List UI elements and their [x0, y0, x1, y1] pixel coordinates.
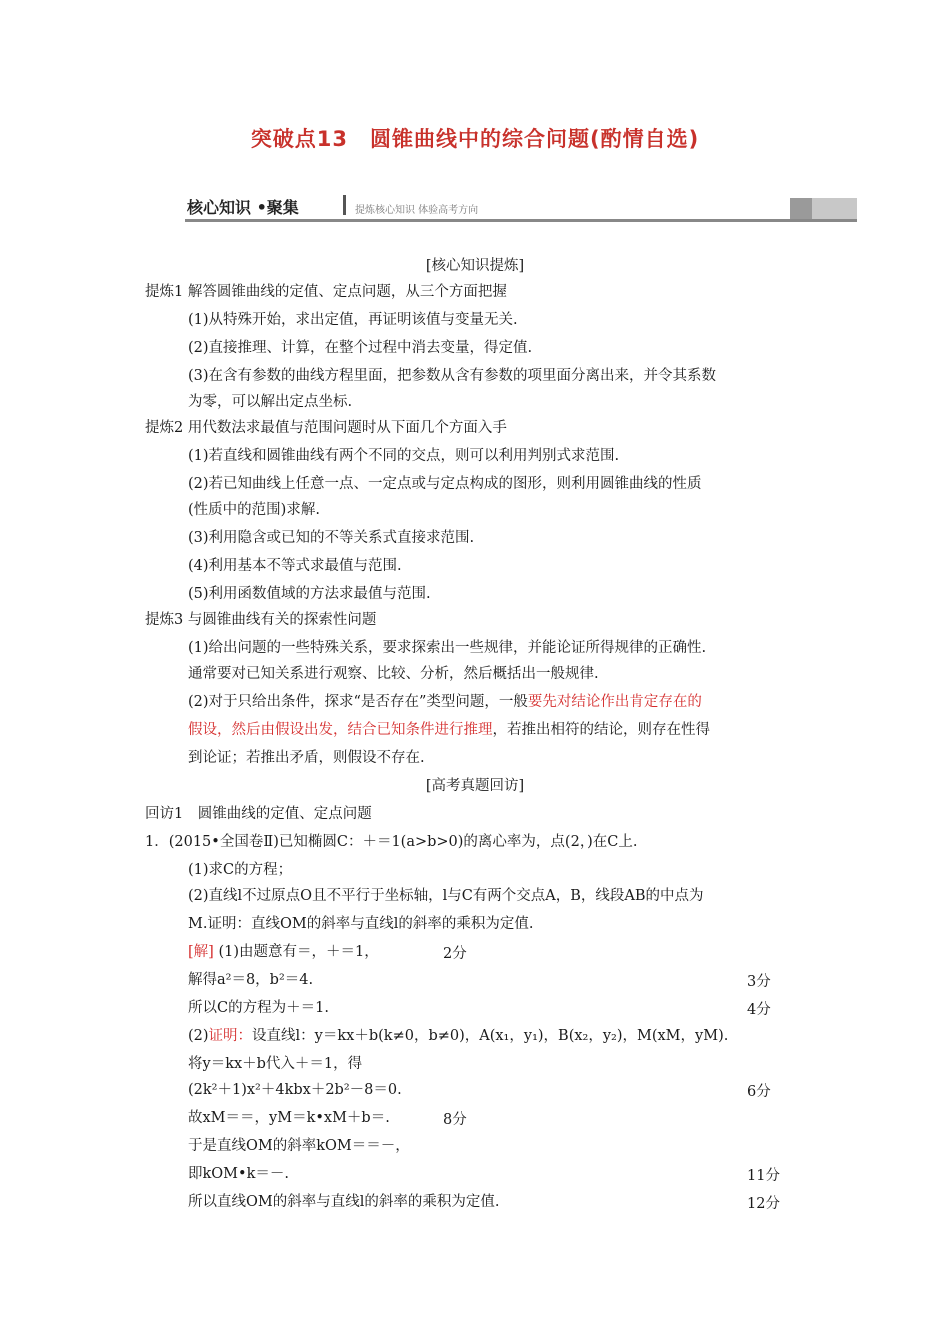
solution-tag: [解] [188, 944, 214, 960]
refine2-item: (4)利用基本不等式求最值与范围. [188, 558, 402, 574]
refine3-item [188, 692, 702, 712]
refine3-item [188, 720, 710, 740]
problem-question: (2)直线l不过原点O且不平行于坐标轴，l与C有两个交点A，B，线段AB的中点为 [188, 888, 704, 904]
refine1-item: 为零，可以解出定点坐标. [188, 394, 353, 410]
refine3-highlight: 要先对结论作出肯定存在的 [527, 694, 702, 710]
solution-line: (2k²＋1)x²＋4kbx＋2b²－8＝0. [188, 1082, 402, 1098]
refine2-item: (5)利用函数值域的方法求最值与范围. [188, 586, 431, 602]
page-title: 突破点13 圆锥曲线中的综合问题(酌情自选) [250, 127, 700, 151]
score-label: 3分 [747, 974, 771, 990]
problem-question: (1)求C的方程； [188, 862, 293, 878]
solution-text: 设直线l：y＝kx＋b(k≠0，b≠0)，A(x₁，y₁)，B(x₂，y₂)，M(xM，yM). [252, 1028, 729, 1044]
refine3-item2-text: ，若推出相符的结论，则存在性得 [492, 722, 710, 738]
refine3-highlight: 假设，然后由假设出发，结合已知条件进行推理 [188, 722, 493, 738]
solution-text: (1)由题意有＝，＋＝1， [218, 944, 379, 960]
refine3-item: 通常要对已知关系进行观察、比较、分析，然后概括出一般规律. [188, 666, 599, 682]
banner-decor-light [812, 198, 857, 219]
refine1-item: (3)在含有参数的曲线方程里面，把参数从含有参数的项里面分离出来，并令其系数 [188, 368, 717, 384]
score-label: 12分 [747, 1196, 780, 1212]
refine2-heading: 提炼2 用代数法求最值与范围问题时从下面几个方面入手 [145, 420, 507, 436]
banner-decor-dark [790, 198, 812, 219]
solution-line: 解得a²＝8，b²＝4. [188, 972, 314, 988]
refine1-item: (2)直接推理、计算，在整个过程中消去变量，得定值. [188, 340, 533, 356]
banner-divider [343, 195, 346, 215]
score-label: 8分 [443, 1112, 467, 1128]
solution-line: 故xM＝＝，yM＝k•xM＋b＝. [188, 1110, 390, 1126]
problem-statement: 1．(2015•全国卷Ⅱ)已知椭圆C：＋＝1(a>b>0)的离心率为，点(2，)在C上. [145, 834, 638, 850]
proof-label: 证明： [208, 1028, 253, 1044]
solution-line: 所以C的方程为＋＝1. [188, 1000, 329, 1016]
refine1-item: (1)从特殊开始，求出定值，再证明该值与变量无关. [188, 312, 518, 328]
score-label: 4分 [747, 1002, 771, 1018]
refine2-item: (3)利用隐含或已知的不等关系式直接求范围. [188, 530, 475, 546]
refine3-heading: 提炼3 与圆锥曲线有关的探索性问题 [145, 612, 377, 628]
review-heading: 回访1 圆锥曲线的定值、定点问题 [145, 806, 372, 822]
section-heading: [高考真题回访] [425, 778, 525, 794]
solution-line [188, 942, 379, 962]
solution-line: 将y＝kx＋b代入＋＝1，得 [188, 1056, 363, 1072]
section-heading: [核心知识提炼] [425, 258, 525, 274]
section-banner [185, 192, 857, 224]
refine3-item2-text: (2)对于只给出条件，探求“是否存在”类型问题，一般 [188, 694, 528, 710]
banner-title: 核心知识 •聚集 [187, 198, 299, 217]
banner-subtitle: 提炼核心知识 体验高考方向 [355, 205, 479, 216]
score-label: 6分 [747, 1084, 771, 1100]
solution-line [188, 1026, 728, 1046]
score-label: 11分 [747, 1168, 780, 1184]
banner-rule [185, 219, 857, 222]
refine2-item: (2)若已知曲线上任意一点、一定点或与定点构成的图形，则利用圆锥曲线的性质 [188, 476, 702, 492]
score-label: 2分 [443, 946, 467, 962]
problem-question: M.证明：直线OM的斜率与直线l的斜率的乘积为定值. [188, 916, 534, 932]
solution-line: 于是直线OM的斜率kOM＝＝－， [188, 1138, 410, 1154]
solution-line: 所以直线OM的斜率与直线l的斜率的乘积为定值. [188, 1194, 500, 1210]
refine3-item: 到论证；若推出矛盾，则假设不存在. [188, 750, 425, 766]
refine2-item: (1)若直线和圆锥曲线有两个不同的交点，则可以利用判别式求范围. [188, 448, 620, 464]
solution-line: 即kOM•k＝－. [188, 1166, 289, 1182]
refine1-heading: 提炼1 解答圆锥曲线的定值、定点问题，从三个方面把握 [145, 284, 507, 300]
refine3-item: (1)给出问题的一些特殊关系，要求探索出一些规律，并能论证所得规律的正确性. [188, 640, 707, 656]
solution-text: (2) [188, 1028, 209, 1044]
refine2-item: (性质中的范围)求解. [188, 502, 320, 518]
